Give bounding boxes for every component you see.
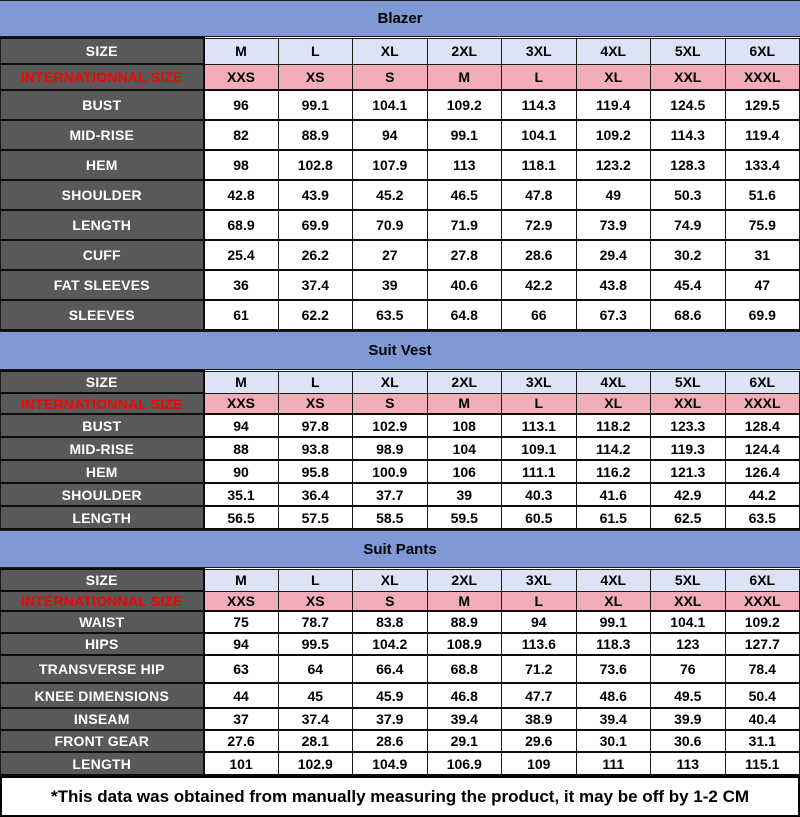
value-cell: 75 — [204, 611, 279, 633]
value-cell: 30.6 — [651, 730, 726, 752]
value-cell: 26.2 — [278, 240, 353, 270]
international-size-cell: XS — [278, 64, 353, 90]
measurement-row-inseam — [1, 708, 800, 730]
international-size-cell: S — [353, 591, 428, 611]
value-cell: 98.9 — [353, 437, 428, 460]
international-size-cell: XS — [278, 591, 353, 611]
value-cell: 74.9 — [651, 210, 726, 240]
value-cell: 133.4 — [725, 150, 800, 180]
international-size-row-label: INTERNATIONNAL SIZE — [1, 393, 204, 414]
size-cell: 5XL — [651, 38, 726, 64]
value-cell: 28.6 — [353, 730, 428, 752]
value-cell: 128.4 — [725, 414, 800, 437]
value-cell: 123 — [651, 633, 726, 655]
value-cell: 121.3 — [651, 460, 726, 483]
measurement-row-label: BUST — [1, 414, 204, 437]
value-cell: 39.4 — [576, 708, 651, 730]
international-size-cell: XS — [278, 393, 353, 414]
size-cell: 4XL — [576, 38, 651, 64]
measurement-row-sleeves — [1, 300, 800, 330]
international-size-cell: XL — [576, 393, 651, 414]
measurement-row-label: HEM — [1, 150, 204, 180]
international-size-cell: XXS — [204, 64, 279, 90]
value-cell: 40.3 — [502, 483, 577, 506]
measurement-row-bust — [1, 90, 800, 120]
value-cell: 113 — [651, 752, 726, 775]
value-cell: 78.7 — [278, 611, 353, 633]
size-table-section-suit-vest — [0, 331, 800, 530]
measurement-row-label: FAT SLEEVES — [1, 270, 204, 300]
value-cell: 94 — [502, 611, 577, 633]
international-size-cell: XXL — [651, 64, 726, 90]
international-size-cell: L — [502, 393, 577, 414]
size-row — [1, 371, 800, 393]
international-size-cell: S — [353, 64, 428, 90]
measurement-row-label: FRONT GEAR — [1, 730, 204, 752]
value-cell: 64 — [278, 655, 353, 683]
value-cell: 57.5 — [278, 506, 353, 529]
international-size-cell: L — [502, 591, 577, 611]
value-cell: 73.9 — [576, 210, 651, 240]
size-row-label: SIZE — [1, 569, 204, 591]
table-title: Suit Pants — [0, 530, 800, 568]
value-cell: 44.2 — [725, 483, 800, 506]
size-cell: 4XL — [576, 569, 651, 591]
value-cell: 36.4 — [278, 483, 353, 506]
value-cell: 50.3 — [651, 180, 726, 210]
measurement-row-shoulder — [1, 180, 800, 210]
measurement-row-fat-sleeves — [1, 270, 800, 300]
value-cell: 50.4 — [725, 683, 800, 708]
value-cell: 61 — [204, 300, 279, 330]
value-cell: 28.1 — [278, 730, 353, 752]
value-cell: 56.5 — [204, 506, 279, 529]
value-cell: 75.9 — [725, 210, 800, 240]
size-table-section-suit-pants — [0, 530, 800, 776]
size-cell: M — [204, 371, 279, 393]
value-cell: 107.9 — [353, 150, 428, 180]
value-cell: 62.5 — [651, 506, 726, 529]
value-cell: 88.9 — [427, 611, 502, 633]
measurement-row-label: LENGTH — [1, 752, 204, 775]
value-cell: 113 — [427, 150, 502, 180]
value-cell: 113.6 — [502, 633, 577, 655]
international-size-cell: XXXL — [725, 591, 800, 611]
value-cell: 36 — [204, 270, 279, 300]
value-cell: 109.1 — [502, 437, 577, 460]
value-cell: 108.9 — [427, 633, 502, 655]
value-cell: 106.9 — [427, 752, 502, 775]
international-size-row-label: INTERNATIONNAL SIZE — [1, 64, 204, 90]
value-cell: 39 — [427, 483, 502, 506]
value-cell: 109.2 — [427, 90, 502, 120]
size-cell: 3XL — [502, 371, 577, 393]
value-cell: 83.8 — [353, 611, 428, 633]
value-cell: 106 — [427, 460, 502, 483]
value-cell: 47 — [725, 270, 800, 300]
value-cell: 47.7 — [502, 683, 577, 708]
value-cell: 104 — [427, 437, 502, 460]
value-cell: 64.8 — [427, 300, 502, 330]
measurement-row-mid-rise — [1, 437, 800, 460]
value-cell: 123.3 — [651, 414, 726, 437]
value-cell: 111.1 — [502, 460, 577, 483]
value-cell: 43.9 — [278, 180, 353, 210]
size-cell: 4XL — [576, 371, 651, 393]
measurement-row-label: BUST — [1, 90, 204, 120]
value-cell: 94 — [204, 414, 279, 437]
value-cell: 38.9 — [502, 708, 577, 730]
value-cell: 82 — [204, 120, 279, 150]
value-cell: 102.9 — [353, 414, 428, 437]
value-cell: 119.3 — [651, 437, 726, 460]
value-cell: 40.4 — [725, 708, 800, 730]
value-cell: 66.4 — [353, 655, 428, 683]
value-cell: 111 — [576, 752, 651, 775]
value-cell: 68.8 — [427, 655, 502, 683]
value-cell: 37 — [204, 708, 279, 730]
international-size-cell: XXXL — [725, 64, 800, 90]
value-cell: 114.2 — [576, 437, 651, 460]
value-cell: 119.4 — [725, 120, 800, 150]
value-cell: 72.9 — [502, 210, 577, 240]
value-cell: 27.6 — [204, 730, 279, 752]
measurement-row-label: HIPS — [1, 633, 204, 655]
value-cell: 114.3 — [502, 90, 577, 120]
international-size-cell: M — [427, 64, 502, 90]
value-cell: 71.2 — [502, 655, 577, 683]
value-cell: 115.1 — [725, 752, 800, 775]
measurement-row-label: TRANSVERSE HIP — [1, 655, 204, 683]
value-cell: 51.6 — [725, 180, 800, 210]
value-cell: 62.2 — [278, 300, 353, 330]
international-size-cell: XXXL — [725, 393, 800, 414]
international-size-cell: M — [427, 591, 502, 611]
size-cell: XL — [353, 371, 428, 393]
international-size-cell: L — [502, 64, 577, 90]
measurement-row-label: INSEAM — [1, 708, 204, 730]
size-cell: L — [278, 38, 353, 64]
measurement-row-hips — [1, 633, 800, 655]
value-cell: 42.2 — [502, 270, 577, 300]
value-cell: 124.5 — [651, 90, 726, 120]
value-cell: 99.1 — [278, 90, 353, 120]
value-cell: 45 — [278, 683, 353, 708]
value-cell: 97.8 — [278, 414, 353, 437]
value-cell: 27.8 — [427, 240, 502, 270]
measurement-row-mid-rise — [1, 120, 800, 150]
size-row — [1, 569, 800, 591]
size-cell: 2XL — [427, 371, 502, 393]
value-cell: 28.6 — [502, 240, 577, 270]
measurement-row-knee-dimensions — [1, 683, 800, 708]
value-cell: 118.3 — [576, 633, 651, 655]
measurement-row-length — [1, 210, 800, 240]
size-row-label: SIZE — [1, 371, 204, 393]
size-cell: L — [278, 569, 353, 591]
value-cell: 37.9 — [353, 708, 428, 730]
value-cell: 104.2 — [353, 633, 428, 655]
international-size-cell: XXS — [204, 393, 279, 414]
international-size-cell: XXL — [651, 393, 726, 414]
value-cell: 27 — [353, 240, 428, 270]
value-cell: 88 — [204, 437, 279, 460]
value-cell: 31 — [725, 240, 800, 270]
value-cell: 78.4 — [725, 655, 800, 683]
table-title: Blazer — [0, 0, 800, 37]
value-cell: 45.2 — [353, 180, 428, 210]
value-cell: 63 — [204, 655, 279, 683]
value-cell: 47.8 — [502, 180, 577, 210]
measurement-row-transverse-hip — [1, 655, 800, 683]
measurement-row-hem — [1, 460, 800, 483]
value-cell: 44 — [204, 683, 279, 708]
value-cell: 119.4 — [576, 90, 651, 120]
value-cell: 70.9 — [353, 210, 428, 240]
international-size-cell: XXL — [651, 591, 726, 611]
value-cell: 66 — [502, 300, 577, 330]
value-cell: 39.9 — [651, 708, 726, 730]
value-cell: 76 — [651, 655, 726, 683]
value-cell: 30.2 — [651, 240, 726, 270]
value-cell: 68.9 — [204, 210, 279, 240]
size-row-label: SIZE — [1, 38, 204, 64]
size-cell: XL — [353, 569, 428, 591]
measurement-row-label: SLEEVES — [1, 300, 204, 330]
value-cell: 31.1 — [725, 730, 800, 752]
value-cell: 39 — [353, 270, 428, 300]
value-cell: 109.2 — [725, 611, 800, 633]
value-cell: 113.1 — [502, 414, 577, 437]
table-title: Suit Vest — [0, 331, 800, 370]
value-cell: 126.4 — [725, 460, 800, 483]
value-cell: 93.8 — [278, 437, 353, 460]
measurement-row-bust — [1, 414, 800, 437]
international-size-row — [1, 64, 800, 90]
value-cell: 69.9 — [725, 300, 800, 330]
value-cell: 104.1 — [651, 611, 726, 633]
value-cell: 46.5 — [427, 180, 502, 210]
size-cell: 3XL — [502, 569, 577, 591]
value-cell: 29.6 — [502, 730, 577, 752]
value-cell: 101 — [204, 752, 279, 775]
value-cell: 71.9 — [427, 210, 502, 240]
measurement-row-length — [1, 506, 800, 529]
measurement-row-hem — [1, 150, 800, 180]
value-cell: 108 — [427, 414, 502, 437]
value-cell: 49.5 — [651, 683, 726, 708]
value-cell: 63.5 — [725, 506, 800, 529]
size-cell: 6XL — [725, 569, 800, 591]
value-cell: 98 — [204, 150, 279, 180]
value-cell: 45.4 — [651, 270, 726, 300]
measurement-row-label: SHOULDER — [1, 180, 204, 210]
measurement-row-label: MID-RISE — [1, 120, 204, 150]
footer-note: *This data was obtained from manually measuring the product, it may be off by 1-2 CM — [0, 776, 800, 817]
measurement-row-shoulder — [1, 483, 800, 506]
size-cell: 2XL — [427, 569, 502, 591]
measurement-row-label: CUFF — [1, 240, 204, 270]
value-cell: 116.2 — [576, 460, 651, 483]
value-cell: 99.1 — [576, 611, 651, 633]
value-cell: 102.8 — [278, 150, 353, 180]
international-size-cell: S — [353, 393, 428, 414]
size-cell: M — [204, 38, 279, 64]
measurement-row-length — [1, 752, 800, 775]
value-cell: 104.1 — [502, 120, 577, 150]
value-cell: 100.9 — [353, 460, 428, 483]
value-cell: 49 — [576, 180, 651, 210]
value-cell: 88.9 — [278, 120, 353, 150]
measurement-table — [0, 37, 800, 331]
value-cell: 42.9 — [651, 483, 726, 506]
value-cell: 124.4 — [725, 437, 800, 460]
value-cell: 40.6 — [427, 270, 502, 300]
measurement-row-label: WAIST — [1, 611, 204, 633]
value-cell: 96 — [204, 90, 279, 120]
international-size-row — [1, 591, 800, 611]
value-cell: 59.5 — [427, 506, 502, 529]
size-cell: M — [204, 569, 279, 591]
value-cell: 95.8 — [278, 460, 353, 483]
measurement-table — [0, 370, 800, 530]
value-cell: 114.3 — [651, 120, 726, 150]
value-cell: 67.3 — [576, 300, 651, 330]
size-cell: XL — [353, 38, 428, 64]
value-cell: 46.8 — [427, 683, 502, 708]
value-cell: 58.5 — [353, 506, 428, 529]
value-cell: 118.1 — [502, 150, 577, 180]
value-cell: 25.4 — [204, 240, 279, 270]
international-size-cell: XL — [576, 591, 651, 611]
international-size-cell: XXS — [204, 591, 279, 611]
value-cell: 37.7 — [353, 483, 428, 506]
value-cell: 45.9 — [353, 683, 428, 708]
value-cell: 99.1 — [427, 120, 502, 150]
value-cell: 39.4 — [427, 708, 502, 730]
international-size-cell: M — [427, 393, 502, 414]
measurement-row-label: KNEE DIMENSIONS — [1, 683, 204, 708]
value-cell: 30.1 — [576, 730, 651, 752]
value-cell: 68.6 — [651, 300, 726, 330]
value-cell: 63.5 — [353, 300, 428, 330]
measurement-row-label: SHOULDER — [1, 483, 204, 506]
measurement-row-waist — [1, 611, 800, 633]
size-row — [1, 38, 800, 64]
size-cell: 2XL — [427, 38, 502, 64]
size-cell: 6XL — [725, 371, 800, 393]
value-cell: 29.4 — [576, 240, 651, 270]
value-cell: 123.2 — [576, 150, 651, 180]
international-size-cell: XL — [576, 64, 651, 90]
value-cell: 48.6 — [576, 683, 651, 708]
value-cell: 41.6 — [576, 483, 651, 506]
measurement-row-label: LENGTH — [1, 506, 204, 529]
value-cell: 69.9 — [278, 210, 353, 240]
value-cell: 109.2 — [576, 120, 651, 150]
value-cell: 60.5 — [502, 506, 577, 529]
international-size-row — [1, 393, 800, 414]
size-cell: 5XL — [651, 371, 726, 393]
size-table-section-blazer — [0, 0, 800, 331]
value-cell: 102.9 — [278, 752, 353, 775]
value-cell: 104.9 — [353, 752, 428, 775]
size-cell: L — [278, 371, 353, 393]
value-cell: 129.5 — [725, 90, 800, 120]
value-cell: 29.1 — [427, 730, 502, 752]
value-cell: 37.4 — [278, 270, 353, 300]
value-cell: 90 — [204, 460, 279, 483]
value-cell: 128.3 — [651, 150, 726, 180]
value-cell: 99.5 — [278, 633, 353, 655]
value-cell: 104.1 — [353, 90, 428, 120]
international-size-row-label: INTERNATIONNAL SIZE — [1, 591, 204, 611]
size-cell: 6XL — [725, 38, 800, 64]
value-cell: 35.1 — [204, 483, 279, 506]
value-cell: 127.7 — [725, 633, 800, 655]
value-cell: 109 — [502, 752, 577, 775]
value-cell: 73.6 — [576, 655, 651, 683]
value-cell: 61.5 — [576, 506, 651, 529]
value-cell: 43.8 — [576, 270, 651, 300]
value-cell: 118.2 — [576, 414, 651, 437]
measurement-row-cuff — [1, 240, 800, 270]
size-cell: 5XL — [651, 569, 726, 591]
measurement-table — [0, 568, 800, 776]
value-cell: 94 — [204, 633, 279, 655]
measurement-row-front-gear — [1, 730, 800, 752]
measurement-row-label: HEM — [1, 460, 204, 483]
value-cell: 94 — [353, 120, 428, 150]
measurement-row-label: LENGTH — [1, 210, 204, 240]
size-cell: 3XL — [502, 38, 577, 64]
value-cell: 42.8 — [204, 180, 279, 210]
measurement-row-label: MID-RISE — [1, 437, 204, 460]
value-cell: 37.4 — [278, 708, 353, 730]
